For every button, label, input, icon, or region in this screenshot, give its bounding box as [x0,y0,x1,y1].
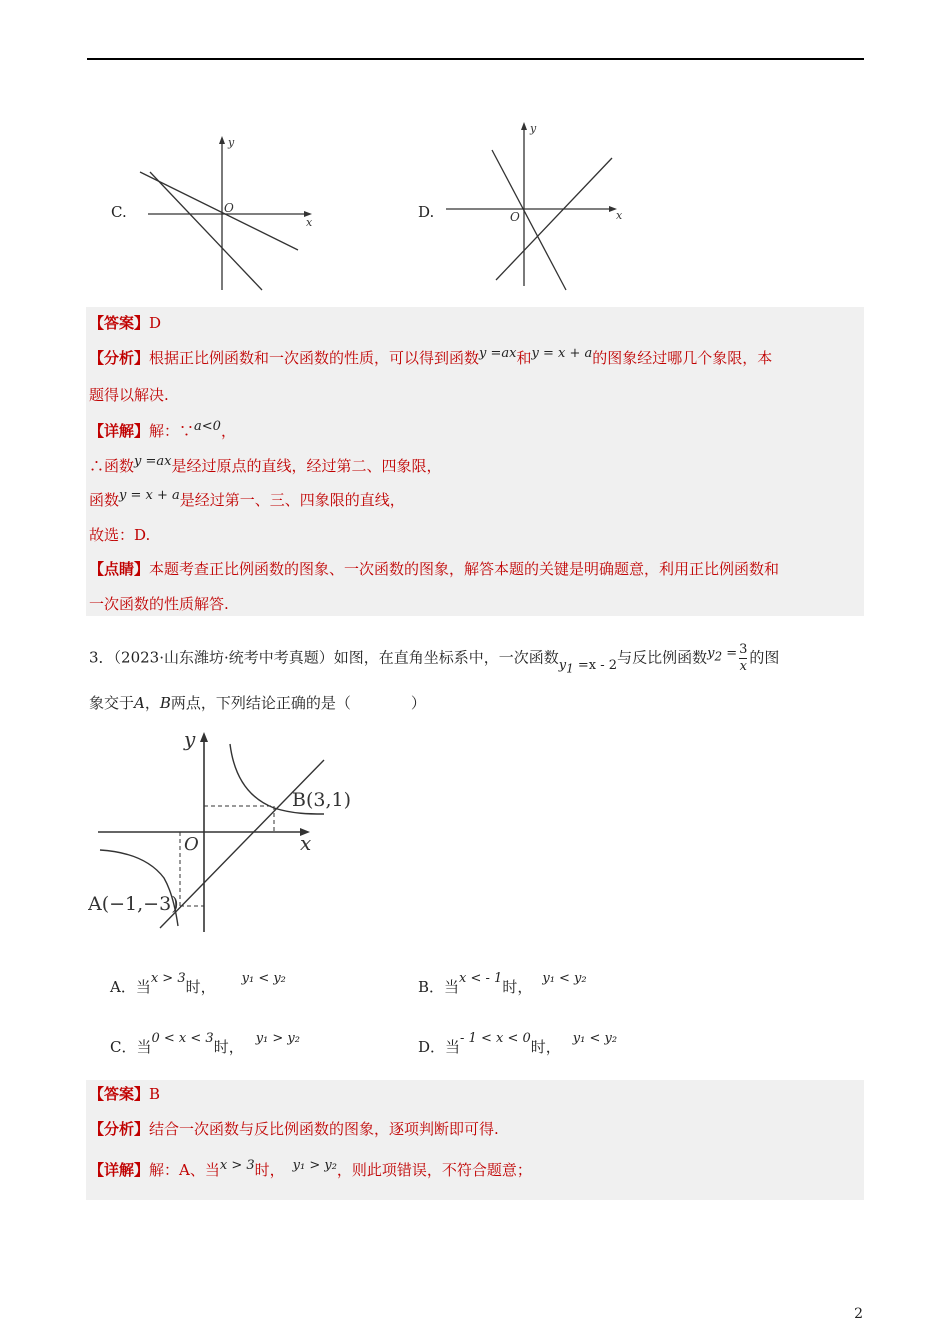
d-line-1 [492,150,566,290]
q3-fraction: $\frac{3}{x}$ [739,642,748,674]
answer2-line-1 [89,1084,160,1104]
detail-line-2 [89,456,441,478]
analysis-text-3: 的图象经过哪几个象限，本 [592,349,773,367]
question-3-line-1 [89,642,779,675]
detail-tag: 【详解】 [89,422,150,440]
question-text-2: 与反比例函数 [617,648,708,667]
d-x-label: x [616,209,623,222]
analysis-math-2: y = x + a [531,346,593,361]
d-y-label: y [530,122,537,135]
answer2-detail-text-2: 时， [254,1161,285,1179]
answer-line-1 [89,313,161,333]
detail-line-4: 故选：D. [89,526,151,544]
analysis-text-1: 根据正比例函数和一次函数的性质，可以得到函数 [149,349,480,367]
d-origin-label: O [510,210,520,224]
comment-text-1: 本题考查正比例函数的图象、一次函数的图象，解答本题的关键是明确题意，利用正比例函数和 [149,560,780,578]
answer2-analysis [89,1119,499,1139]
detail-line3-a: 函数 [89,491,120,509]
q3-math-2: $y_2$ = [707,645,738,664]
detail-line-3 [89,490,405,512]
q3-option-a[interactable]: A．当x > 3时， y₁ < y₂ [110,971,286,996]
comment-line-1 [89,559,779,579]
page-number: 2 [854,1306,863,1322]
answer2-detail-tag: 【详解】 [89,1161,150,1179]
q3-y-label: y [184,727,196,751]
detail-line2-a: ∴函数 [89,457,135,475]
q3-math-1: $y_1 =x - 2$ [558,657,618,676]
q3-x-label: x [300,831,312,855]
answer2-analysis-tag: 【分析】 [89,1120,150,1138]
answer-tag: 【答案】 [89,314,150,332]
q3-point-a-label: A(−1,−3) [88,893,179,915]
detail-line-1 [89,421,236,443]
c-x-label: x [306,216,313,229]
question-3-graph [88,726,378,938]
d-y-arrow [521,122,527,130]
question-source: （2023·山东潍坊·统考中考真题） [113,648,334,667]
c-y-arrow [219,136,225,144]
question-text-3: 的图 [749,648,780,667]
detail-text-1b: ， [220,422,236,440]
q3-point-b-label: B(3,1) [292,789,352,811]
q3-y-arrow [200,732,208,742]
analysis-tag: 【分析】 [89,349,150,367]
detail-math-1: a<0 [194,419,221,434]
detail-line3-b: 是经过第一、三、四象限的直线， [179,491,405,509]
answer2-detail-text-1: 解：A、当 [149,1161,220,1179]
answer2-detail-math-2: y₁ > y₂ [292,1158,337,1173]
comment-tag: 【点睛】 [89,560,150,578]
question-number: 3． [89,648,114,667]
answer2-tag: 【答案】 [89,1085,150,1103]
analysis-text-4: 题得以解决. [89,386,169,404]
comment-text-2: 一次函数的性质解答. [89,595,229,613]
answer2-analysis-text: 结合一次函数与反比例函数的图象，逐项判断即可得. [149,1120,499,1138]
answer2-detail [89,1160,532,1182]
analysis-line-1 [89,348,772,370]
detail-line2-b: 是经过原点的直线，经过第二、四象限， [171,457,442,475]
c-origin-label: O [224,201,234,215]
question-text-1: 如图，在直角坐标系中，一次函数 [333,648,559,667]
header-rule [87,58,864,60]
option-c-label: C. [111,203,127,221]
q3-option-d[interactable]: D．当- 1 < x < 0时， y₁ < y₂ [418,1031,618,1056]
detail-line2-math: y =ax [134,454,172,469]
analysis-math-1: y =ax [479,346,517,361]
q3-origin-label: O [184,834,199,855]
option-c-graph [130,130,320,295]
q3-option-b[interactable]: B．当x < - 1时， y₁ < y₂ [418,971,587,996]
answer-value: D [149,314,162,332]
c-line-1 [140,172,298,250]
answer-block-2 [86,1080,864,1200]
option-d-label: D. [418,203,435,221]
answer2-detail-text-3: ，则此项错误，不符合题意； [336,1161,532,1179]
analysis-text-2: 和 [516,349,532,367]
detail-text-1: 解：∵ [149,422,195,440]
c-y-label: y [228,136,235,149]
answer2-detail-math-1: x > 3 [219,1158,255,1173]
c-line-2 [150,172,262,290]
answer2-value: B [149,1085,161,1103]
option-d-graph [440,118,630,293]
detail-line3-math: y = x + a [119,488,180,503]
q3-option-c[interactable]: C．当0 < x < 3时， y₁ > y₂ [110,1031,300,1056]
question-3-line-2: 象交于A，B两点，下列结论正确的是（ ） [89,694,426,712]
